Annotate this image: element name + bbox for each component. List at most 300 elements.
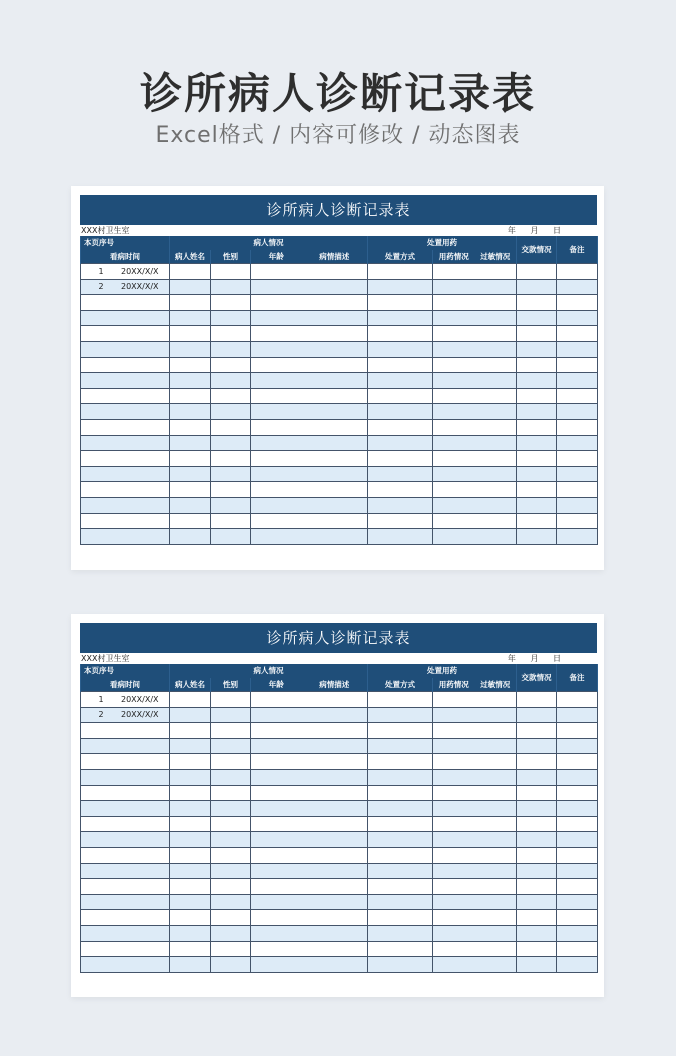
cell-medication-allergy[interactable]	[433, 357, 517, 373]
cell-treatment-method[interactable]	[368, 388, 433, 404]
table-row	[81, 295, 598, 311]
cell-remarks[interactable]	[557, 388, 598, 404]
cell-patient-name[interactable]	[170, 832, 211, 848]
cell-gender[interactable]	[211, 754, 251, 770]
cell-age-symptoms[interactable]	[251, 279, 368, 295]
cell-payment[interactable]	[517, 357, 557, 373]
cell-age-symptoms[interactable]	[251, 435, 368, 451]
cell-seq-time[interactable]	[81, 832, 170, 848]
cell-treatment-method[interactable]	[368, 941, 433, 957]
cell-treatment-method[interactable]	[368, 738, 433, 754]
cell-medication-allergy[interactable]	[433, 832, 517, 848]
cell-age-symptoms[interactable]	[251, 404, 368, 420]
cell-treatment-method[interactable]	[368, 785, 433, 801]
cell-remarks[interactable]	[557, 513, 598, 529]
cell-gender[interactable]	[211, 279, 251, 295]
cell-payment[interactable]	[517, 279, 557, 295]
cell-seq-time[interactable]	[81, 863, 170, 879]
cell-remarks[interactable]	[557, 910, 598, 926]
cell-age-symptoms[interactable]	[251, 357, 368, 373]
cell-seq-time[interactable]	[81, 482, 170, 498]
cell-remarks[interactable]	[557, 310, 598, 326]
table-row	[81, 816, 598, 832]
cell-gender[interactable]	[211, 373, 251, 389]
table-row	[81, 264, 598, 280]
cell-age-symptoms[interactable]	[251, 373, 368, 389]
cell-seq-time[interactable]	[81, 279, 170, 295]
cell-patient-name[interactable]	[170, 738, 211, 754]
cell-age-symptoms[interactable]	[251, 910, 368, 926]
cell-seq-time[interactable]	[81, 295, 170, 311]
cell-patient-name[interactable]	[170, 941, 211, 957]
cell-medication-allergy[interactable]	[433, 388, 517, 404]
cell-gender[interactable]	[211, 707, 251, 723]
cell-age-symptoms[interactable]	[251, 692, 368, 708]
cell-payment[interactable]	[517, 925, 557, 941]
cell-seq-time[interactable]	[81, 513, 170, 529]
cell-medication-allergy[interactable]	[433, 863, 517, 879]
cell-gender[interactable]	[211, 388, 251, 404]
cell-gender[interactable]	[211, 264, 251, 280]
cell-gender[interactable]	[211, 957, 251, 973]
cell-medication-allergy[interactable]	[433, 466, 517, 482]
cell-age-symptoms[interactable]	[251, 785, 368, 801]
cell-remarks[interactable]	[557, 816, 598, 832]
cell-remarks[interactable]	[557, 801, 598, 817]
cell-treatment-method[interactable]	[368, 707, 433, 723]
cell-medication-allergy[interactable]	[433, 738, 517, 754]
cell-medication-allergy[interactable]	[433, 419, 517, 435]
cell-gender[interactable]	[211, 941, 251, 957]
cell-payment[interactable]	[517, 326, 557, 342]
cell-medication-allergy[interactable]	[433, 754, 517, 770]
cell-payment[interactable]	[517, 847, 557, 863]
cell-medication-allergy[interactable]	[433, 295, 517, 311]
cell-medication-allergy[interactable]	[433, 785, 517, 801]
cell-seq-time[interactable]	[81, 769, 170, 785]
cell-seq-time[interactable]	[81, 707, 170, 723]
cell-remarks[interactable]	[557, 264, 598, 280]
cell-treatment-method[interactable]	[368, 466, 433, 482]
cell-seq-time[interactable]	[81, 404, 170, 420]
cell-patient-name[interactable]	[170, 419, 211, 435]
cell-remarks[interactable]	[557, 738, 598, 754]
cell-remarks[interactable]	[557, 863, 598, 879]
cell-age-symptoms[interactable]	[251, 341, 368, 357]
cell-medication-allergy[interactable]	[433, 910, 517, 926]
cell-patient-name[interactable]	[170, 326, 211, 342]
cell-gender[interactable]	[211, 723, 251, 739]
cell-remarks[interactable]	[557, 419, 598, 435]
cell-treatment-method[interactable]	[368, 295, 433, 311]
cell-patient-name[interactable]	[170, 879, 211, 895]
cell-gender[interactable]	[211, 832, 251, 848]
cell-medication-allergy[interactable]	[433, 373, 517, 389]
cell-seq-time[interactable]	[81, 466, 170, 482]
cell-seq-time[interactable]	[81, 529, 170, 545]
cell-payment[interactable]	[517, 723, 557, 739]
cell-medication-allergy[interactable]	[433, 816, 517, 832]
cell-payment[interactable]	[517, 801, 557, 817]
cell-seq-time[interactable]	[81, 847, 170, 863]
cell-remarks[interactable]	[557, 879, 598, 895]
cell-remarks[interactable]	[557, 894, 598, 910]
cell-seq-time[interactable]	[81, 723, 170, 739]
cell-remarks[interactable]	[557, 466, 598, 482]
cell-gender[interactable]	[211, 482, 251, 498]
cell-medication-allergy[interactable]	[433, 957, 517, 973]
cell-patient-name[interactable]	[170, 910, 211, 926]
cell-patient-name[interactable]	[170, 357, 211, 373]
cell-medication-allergy[interactable]	[433, 801, 517, 817]
cell-treatment-method[interactable]	[368, 451, 433, 467]
cell-age-symptoms[interactable]	[251, 264, 368, 280]
cell-remarks[interactable]	[557, 404, 598, 420]
cell-payment[interactable]	[517, 513, 557, 529]
cell-patient-name[interactable]	[170, 529, 211, 545]
cell-patient-name[interactable]	[170, 707, 211, 723]
cell-age-symptoms[interactable]	[251, 925, 368, 941]
cell-patient-name[interactable]	[170, 264, 211, 280]
cell-seq-time[interactable]	[81, 957, 170, 973]
cell-gender[interactable]	[211, 295, 251, 311]
cell-treatment-method[interactable]	[368, 769, 433, 785]
cell-seq-time[interactable]	[81, 326, 170, 342]
cell-payment[interactable]	[517, 482, 557, 498]
cell-payment[interactable]	[517, 388, 557, 404]
cell-seq-time[interactable]	[81, 801, 170, 817]
cell-medication-allergy[interactable]	[433, 513, 517, 529]
cell-treatment-method[interactable]	[368, 801, 433, 817]
header-symptoms: 病情描述	[319, 251, 350, 261]
cell-seq-time[interactable]	[81, 310, 170, 326]
cell-remarks[interactable]	[557, 326, 598, 342]
cell-payment[interactable]	[517, 419, 557, 435]
cell-patient-name[interactable]	[170, 863, 211, 879]
cell-age-symptoms[interactable]	[251, 832, 368, 848]
cell-medication-allergy[interactable]	[433, 529, 517, 545]
cell-medication-allergy[interactable]	[433, 341, 517, 357]
cell-age-symptoms[interactable]	[251, 863, 368, 879]
cell-payment[interactable]	[517, 692, 557, 708]
cell-age-symptoms[interactable]	[251, 957, 368, 973]
cell-payment[interactable]	[517, 404, 557, 420]
cell-gender[interactable]	[211, 910, 251, 926]
cell-payment[interactable]	[517, 451, 557, 467]
cell-seq-time[interactable]	[81, 451, 170, 467]
cell-gender[interactable]	[211, 357, 251, 373]
cell-payment[interactable]	[517, 816, 557, 832]
table-row	[81, 357, 598, 373]
cell-remarks[interactable]	[557, 785, 598, 801]
cell-gender[interactable]	[211, 466, 251, 482]
cell-treatment-method[interactable]	[368, 310, 433, 326]
cell-payment[interactable]	[517, 769, 557, 785]
cell-payment[interactable]	[517, 295, 557, 311]
cell-age-symptoms[interactable]	[251, 769, 368, 785]
cell-age-symptoms[interactable]	[251, 738, 368, 754]
cell-seq-time[interactable]	[81, 264, 170, 280]
cell-seq-time[interactable]	[81, 388, 170, 404]
cell-gender[interactable]	[211, 894, 251, 910]
cell-seq-time[interactable]	[81, 373, 170, 389]
cell-treatment-method[interactable]	[368, 435, 433, 451]
cell-remarks[interactable]	[557, 295, 598, 311]
cell-age-symptoms[interactable]	[251, 466, 368, 482]
table-row	[81, 419, 598, 435]
cell-treatment-method[interactable]	[368, 816, 433, 832]
cell-medication-allergy[interactable]	[433, 326, 517, 342]
cell-remarks[interactable]	[557, 941, 598, 957]
cell-remarks[interactable]	[557, 832, 598, 848]
cell-payment[interactable]	[517, 754, 557, 770]
cell-payment[interactable]	[517, 264, 557, 280]
cell-patient-name[interactable]	[170, 801, 211, 817]
cell-medication-allergy[interactable]	[433, 879, 517, 895]
cell-gender[interactable]	[211, 692, 251, 708]
cell-treatment-method[interactable]	[368, 497, 433, 513]
cell-payment[interactable]	[517, 373, 557, 389]
cell-age-symptoms[interactable]	[251, 847, 368, 863]
cell-seq-time[interactable]	[81, 435, 170, 451]
cell-age-symptoms[interactable]	[251, 879, 368, 895]
cell-seq-time[interactable]	[81, 497, 170, 513]
cell-gender[interactable]	[211, 816, 251, 832]
cell-treatment-method[interactable]	[368, 910, 433, 926]
cell-remarks[interactable]	[557, 279, 598, 295]
cell-gender[interactable]	[211, 497, 251, 513]
cell-remarks[interactable]	[557, 957, 598, 973]
cell-gender[interactable]	[211, 925, 251, 941]
cell-payment[interactable]	[517, 529, 557, 545]
cell-medication-allergy[interactable]	[433, 769, 517, 785]
cell-patient-name[interactable]	[170, 513, 211, 529]
cell-remarks[interactable]	[557, 707, 598, 723]
cell-seq-time[interactable]	[81, 941, 170, 957]
cell-gender[interactable]	[211, 785, 251, 801]
cell-age-symptoms[interactable]	[251, 513, 368, 529]
cell-age-symptoms[interactable]	[251, 326, 368, 342]
cell-patient-name[interactable]	[170, 373, 211, 389]
cell-age-symptoms[interactable]	[251, 707, 368, 723]
cell-medication-allergy[interactable]	[433, 451, 517, 467]
cell-age-symptoms[interactable]	[251, 419, 368, 435]
cell-patient-name[interactable]	[170, 388, 211, 404]
cell-age-symptoms[interactable]	[251, 529, 368, 545]
cell-treatment-method[interactable]	[368, 723, 433, 739]
cell-payment[interactable]	[517, 738, 557, 754]
cell-patient-name[interactable]	[170, 310, 211, 326]
cell-seq-time[interactable]	[81, 738, 170, 754]
cell-medication-allergy[interactable]	[433, 497, 517, 513]
cell-payment[interactable]	[517, 957, 557, 973]
cell-seq-time[interactable]	[81, 341, 170, 357]
cell-remarks[interactable]	[557, 373, 598, 389]
cell-patient-name[interactable]	[170, 847, 211, 863]
cell-medication-allergy[interactable]	[433, 692, 517, 708]
cell-gender[interactable]	[211, 801, 251, 817]
cell-treatment-method[interactable]	[368, 847, 433, 863]
cell-payment[interactable]	[517, 435, 557, 451]
cell-payment[interactable]	[517, 785, 557, 801]
cell-medication-allergy[interactable]	[433, 264, 517, 280]
cell-patient-name[interactable]	[170, 925, 211, 941]
cell-remarks[interactable]	[557, 692, 598, 708]
cell-patient-name[interactable]	[170, 341, 211, 357]
cell-gender[interactable]	[211, 341, 251, 357]
cell-gender[interactable]	[211, 419, 251, 435]
cell-gender[interactable]	[211, 738, 251, 754]
cell-payment[interactable]	[517, 310, 557, 326]
cell-treatment-method[interactable]	[368, 341, 433, 357]
cell-treatment-method[interactable]	[368, 326, 433, 342]
cell-age-symptoms[interactable]	[251, 482, 368, 498]
cell-remarks[interactable]	[557, 341, 598, 357]
cell-medication-allergy[interactable]	[433, 404, 517, 420]
cell-age-symptoms[interactable]	[251, 388, 368, 404]
cell-remarks[interactable]	[557, 497, 598, 513]
cell-remarks[interactable]	[557, 769, 598, 785]
cell-seq-time[interactable]	[81, 910, 170, 926]
cell-medication-allergy[interactable]	[433, 279, 517, 295]
cell-payment[interactable]	[517, 707, 557, 723]
cell-seq-time[interactable]	[81, 894, 170, 910]
cell-patient-name[interactable]	[170, 404, 211, 420]
cell-medication-allergy[interactable]	[433, 925, 517, 941]
cell-remarks[interactable]	[557, 723, 598, 739]
cell-seq-time[interactable]	[81, 816, 170, 832]
cell-treatment-method[interactable]	[368, 529, 433, 545]
cell-gender[interactable]	[211, 404, 251, 420]
cell-treatment-method[interactable]	[368, 279, 433, 295]
cell-gender[interactable]	[211, 847, 251, 863]
cell-remarks[interactable]	[557, 451, 598, 467]
cell-treatment-method[interactable]	[368, 832, 433, 848]
cell-age-symptoms[interactable]	[251, 801, 368, 817]
cell-age-symptoms[interactable]	[251, 451, 368, 467]
cell-treatment-method[interactable]	[368, 879, 433, 895]
cell-age-symptoms[interactable]	[251, 295, 368, 311]
cell-gender[interactable]	[211, 513, 251, 529]
cell-age-symptoms[interactable]	[251, 941, 368, 957]
cell-age-symptoms[interactable]	[251, 723, 368, 739]
cell-gender[interactable]	[211, 769, 251, 785]
cell-age-symptoms[interactable]	[251, 497, 368, 513]
cell-remarks[interactable]	[557, 357, 598, 373]
cell-treatment-method[interactable]	[368, 692, 433, 708]
cell-treatment-method[interactable]	[368, 513, 433, 529]
cell-patient-name[interactable]	[170, 279, 211, 295]
cell-treatment-method[interactable]	[368, 925, 433, 941]
cell-remarks[interactable]	[557, 754, 598, 770]
cell-gender[interactable]	[211, 310, 251, 326]
cell-seq-time[interactable]	[81, 785, 170, 801]
cell-payment[interactable]	[517, 894, 557, 910]
cell-treatment-method[interactable]	[368, 373, 433, 389]
cell-patient-name[interactable]	[170, 497, 211, 513]
cell-patient-name[interactable]	[170, 785, 211, 801]
cell-treatment-method[interactable]	[368, 957, 433, 973]
header-patient-group: 病人情况	[170, 664, 368, 678]
cell-treatment-method[interactable]	[368, 357, 433, 373]
cell-payment[interactable]	[517, 941, 557, 957]
cell-payment[interactable]	[517, 910, 557, 926]
cell-payment[interactable]	[517, 879, 557, 895]
cell-payment[interactable]	[517, 863, 557, 879]
cell-medication-allergy[interactable]	[433, 707, 517, 723]
cell-medication-allergy[interactable]	[433, 482, 517, 498]
cell-patient-name[interactable]	[170, 692, 211, 708]
cell-medication-allergy[interactable]	[433, 847, 517, 863]
cell-remarks[interactable]	[557, 925, 598, 941]
cell-gender[interactable]	[211, 863, 251, 879]
cell-age-symptoms[interactable]	[251, 816, 368, 832]
cell-treatment-method[interactable]	[368, 404, 433, 420]
cell-treatment-method[interactable]	[368, 264, 433, 280]
cell-patient-name[interactable]	[170, 295, 211, 311]
cell-patient-name[interactable]	[170, 451, 211, 467]
table-row	[81, 341, 598, 357]
cell-patient-name[interactable]	[170, 466, 211, 482]
cell-patient-name[interactable]	[170, 723, 211, 739]
cell-patient-name[interactable]	[170, 894, 211, 910]
cell-gender[interactable]	[211, 326, 251, 342]
cell-treatment-method[interactable]	[368, 419, 433, 435]
table-row	[81, 863, 598, 879]
cell-payment[interactable]	[517, 832, 557, 848]
cell-medication-allergy[interactable]	[433, 894, 517, 910]
sheet-title: 诊所病人诊断记录表	[80, 623, 597, 653]
cell-medication-allergy[interactable]	[433, 310, 517, 326]
cell-medication-allergy[interactable]	[433, 941, 517, 957]
cell-seq-time[interactable]	[81, 419, 170, 435]
cell-payment[interactable]	[517, 466, 557, 482]
cell-seq-time[interactable]	[81, 692, 170, 708]
cell-patient-name[interactable]	[170, 769, 211, 785]
cell-payment[interactable]	[517, 341, 557, 357]
cell-patient-name[interactable]	[170, 957, 211, 973]
cell-patient-name[interactable]	[170, 435, 211, 451]
cell-payment[interactable]	[517, 497, 557, 513]
cell-remarks[interactable]	[557, 482, 598, 498]
cell-medication-allergy[interactable]	[433, 723, 517, 739]
cell-gender[interactable]	[211, 529, 251, 545]
cell-treatment-method[interactable]	[368, 863, 433, 879]
cell-medication-allergy[interactable]	[433, 435, 517, 451]
cell-treatment-method[interactable]	[368, 894, 433, 910]
cell-remarks[interactable]	[557, 435, 598, 451]
cell-treatment-method[interactable]	[368, 482, 433, 498]
cell-age-symptoms[interactable]	[251, 310, 368, 326]
cell-patient-name[interactable]	[170, 816, 211, 832]
cell-age-symptoms[interactable]	[251, 894, 368, 910]
cell-remarks[interactable]	[557, 847, 598, 863]
cell-seq-time[interactable]	[81, 357, 170, 373]
cell-visit-time: 20XX/X/X	[121, 282, 159, 292]
cell-seq-time[interactable]	[81, 754, 170, 770]
table-row	[81, 482, 598, 498]
cell-gender[interactable]	[211, 451, 251, 467]
cell-patient-name[interactable]	[170, 754, 211, 770]
cell-gender[interactable]	[211, 435, 251, 451]
cell-age-symptoms[interactable]	[251, 754, 368, 770]
cell-treatment-method[interactable]	[368, 754, 433, 770]
cell-seq-time[interactable]	[81, 879, 170, 895]
cell-gender[interactable]	[211, 879, 251, 895]
cell-remarks[interactable]	[557, 529, 598, 545]
cell-seq-time[interactable]	[81, 925, 170, 941]
cell-patient-name[interactable]	[170, 482, 211, 498]
